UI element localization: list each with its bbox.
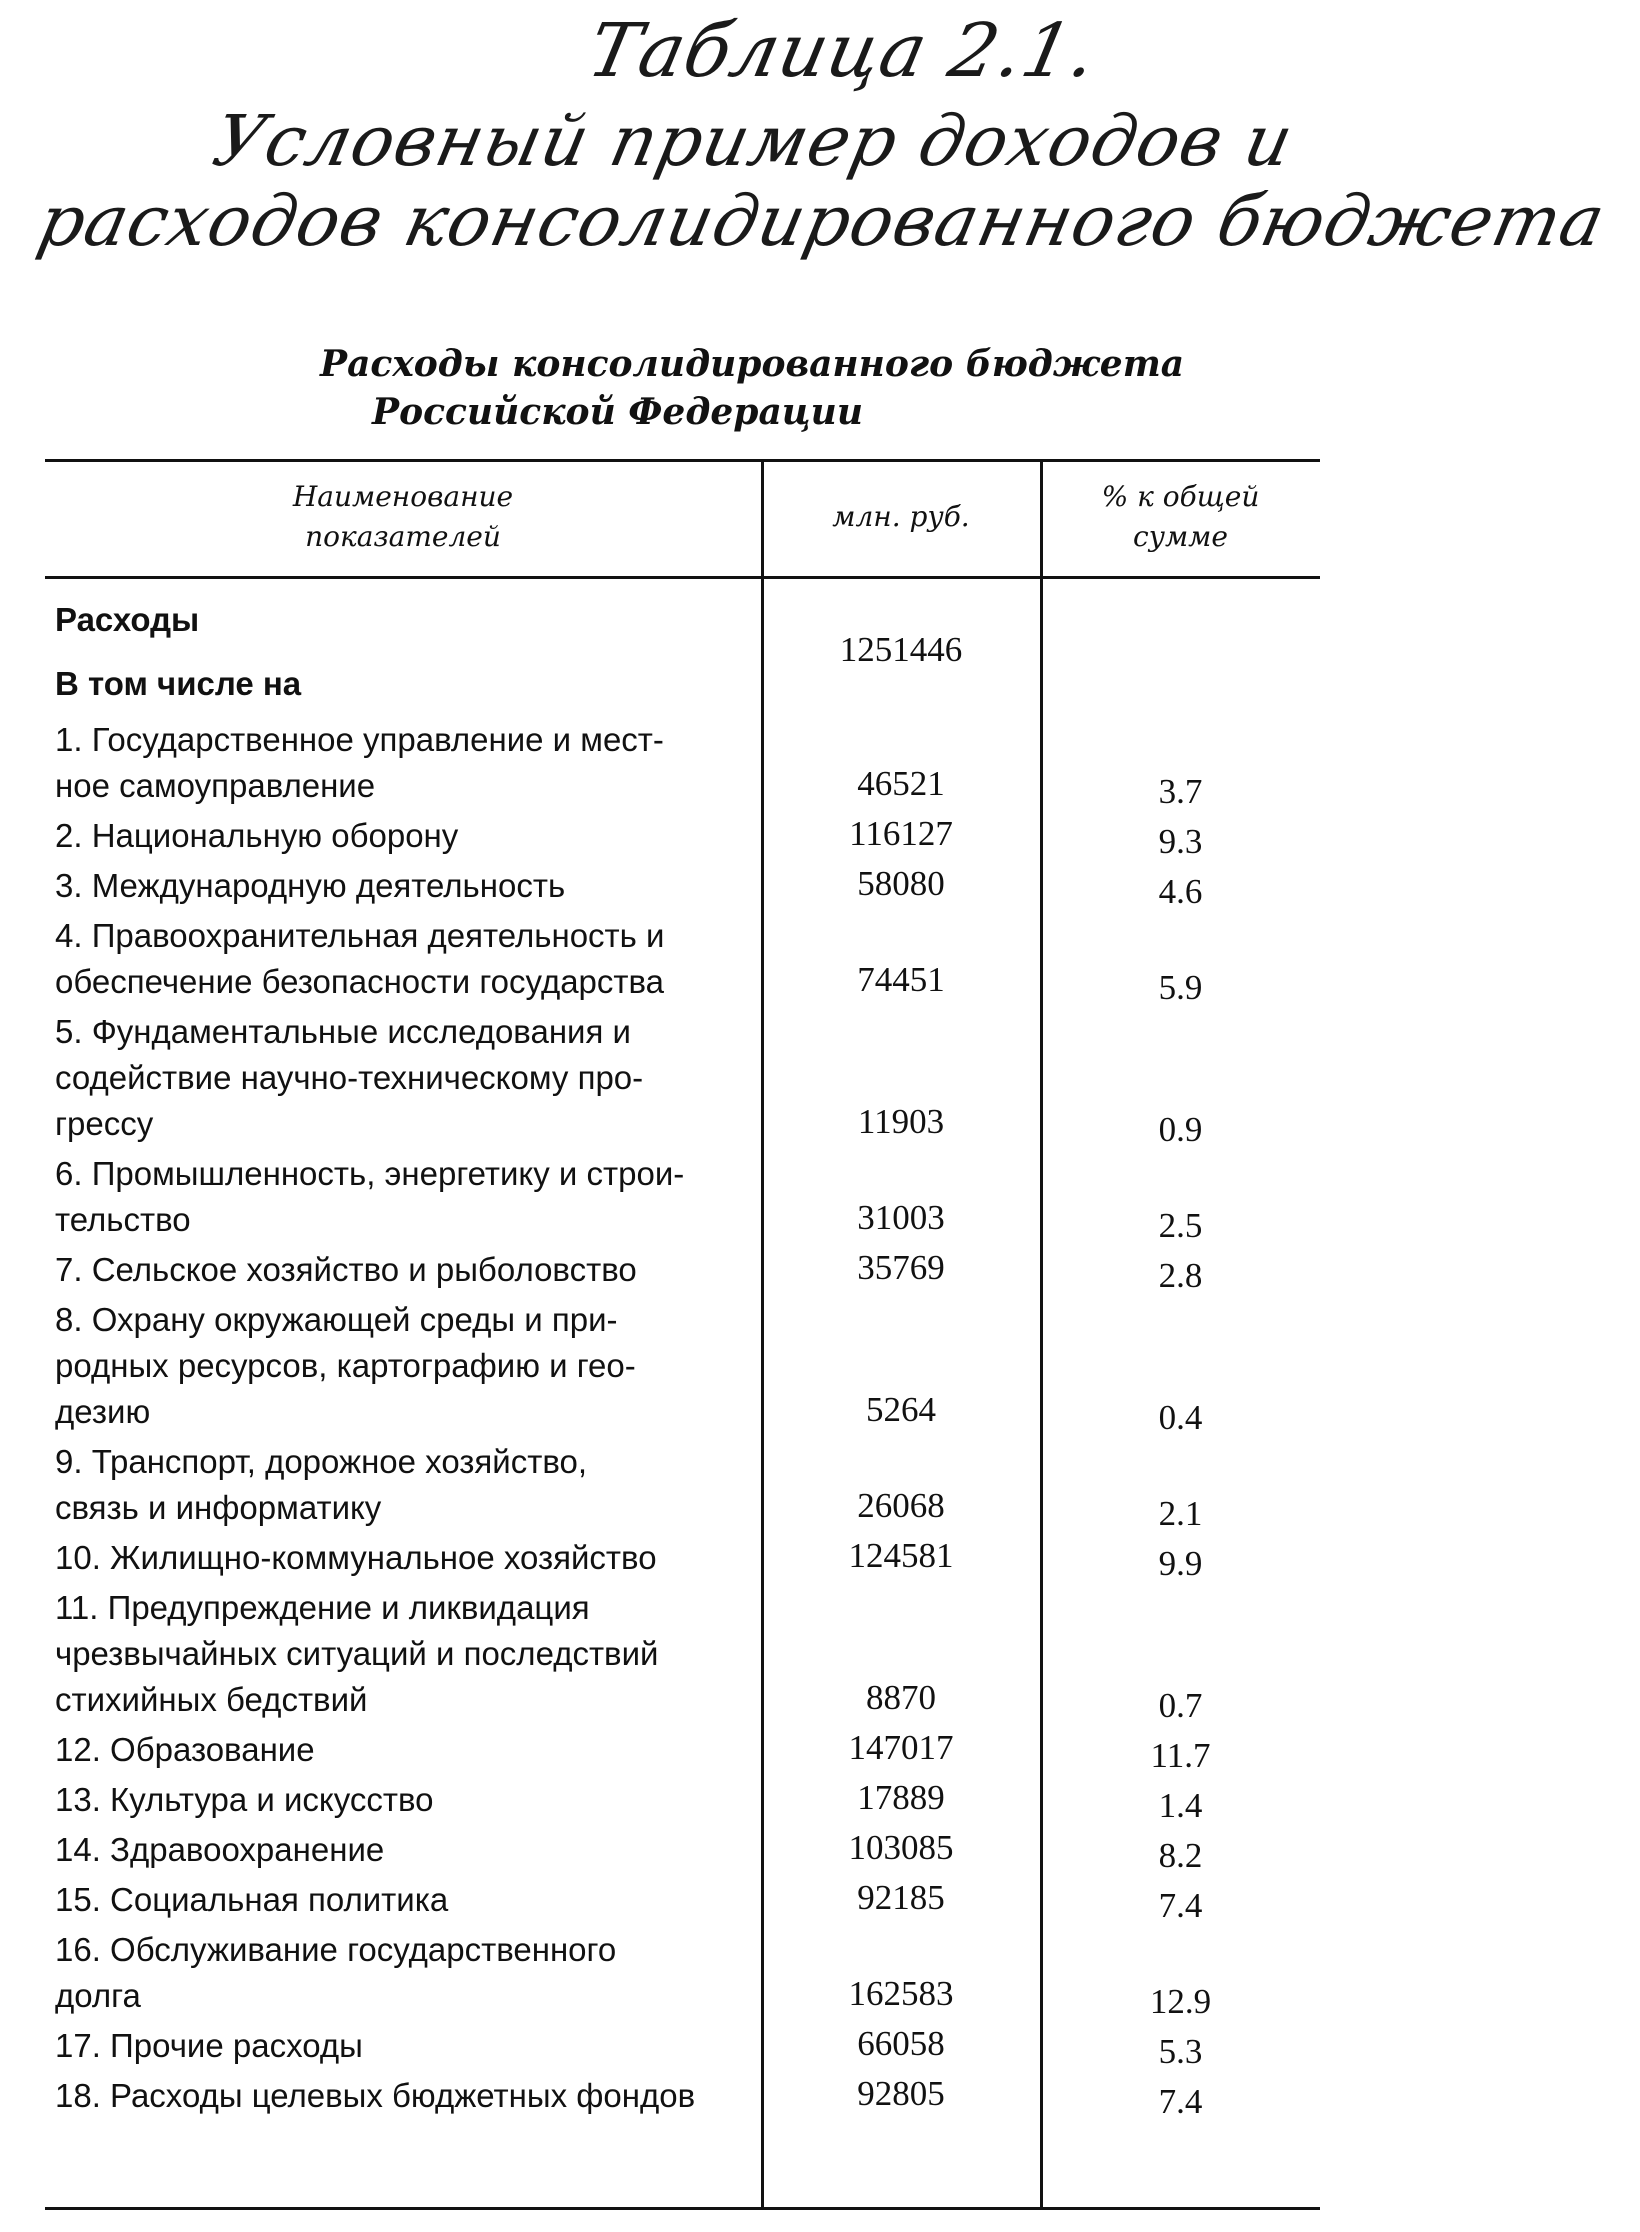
row-label: 13. Культура и искусство [55,1781,434,1818]
row-percent: 7.4 [1158,1886,1203,1925]
header-name: Наименование показателей [292,480,514,553]
table-row [45,1877,1320,1923]
row-label: 9. Транспорт, дорожное хозяйство, связь и информатику [55,1443,588,1526]
table-row [45,1535,1320,1581]
row-label: В том числе на [55,665,302,702]
row-label: 4. Правоохранительная деятельность и обеспечение безопасности государства [55,917,665,1000]
row-percent: 9.9 [1158,1544,1203,1583]
row-label: 17. Прочие расходы [55,2027,363,2064]
table-row [45,1151,1320,1243]
table-row [45,1439,1320,1531]
row-percent: 9.3 [1158,822,1203,861]
row-percent: 1.4 [1158,1786,1203,1825]
row-label: 7. Сельское хозяйство и рыболовство [55,1251,637,1288]
row-label: Расходы [55,601,200,638]
caption-line-2: Российской Федерации [372,391,864,433]
table-row [45,1009,1320,1147]
row-percent: 2.8 [1158,1256,1203,1295]
row-percent: 4.6 [1158,872,1203,911]
row-amount: 8870 [866,1678,936,1717]
table-row [45,2073,1320,2119]
row-amount: 66058 [857,2024,945,2063]
row-label: 11. Предупреждение и ликвидация чрезвычайных ситуаций и последствий стихийных бедствий [55,1589,659,1718]
table-row [45,1585,1320,1723]
handwritten-table-number: Таблица 2.1. [580,8,1106,94]
row-percent: 0.9 [1158,1110,1203,1149]
table-row [45,1927,1320,2019]
row-percent: 3.7 [1158,772,1203,811]
row-amount: 5264 [866,1390,936,1429]
row-percent: 2.1 [1158,1494,1203,1533]
row-amount: 17889 [857,1778,945,1817]
row-label: 2. Национальную оборону [55,817,459,854]
handwritten-title-line-1: Условный пример доходов и [206,100,1301,182]
row-percent: 11.7 [1150,1736,1211,1775]
table-row [45,1727,1320,1773]
row-label: 12. Образование [55,1731,315,1768]
table-row [45,813,1320,859]
row-percent: 8.2 [1158,1836,1203,1875]
table-row [45,1777,1320,1823]
header-percent: % к общей сумме [1101,480,1260,553]
caption-line-1: Расходы консолидированного бюджета [320,343,1185,385]
row-percent: 0.7 [1158,1686,1203,1725]
row-label: 15. Социальная политика [55,1881,449,1918]
table-row [45,863,1320,909]
row-label: 5. Фундаментальные исследования и содействие научно-техническому про- грессу [55,1013,644,1142]
table-row [45,2023,1320,2069]
row-percent: 0.4 [1158,1398,1203,1437]
row-amount: 58080 [857,864,945,903]
row-amount: 116127 [849,814,953,853]
table-body [45,579,1320,2119]
row-amount: 26068 [857,1486,945,1525]
row-amount: 11903 [857,1102,945,1141]
table-row [45,1827,1320,1873]
row-amount: 103085 [848,1828,954,1867]
row-amount: 162583 [848,1974,954,2013]
row-amount: 92185 [857,1878,945,1917]
row-label: 16. Обслуживание государственного долга [55,1931,617,2014]
row-percent: 5.9 [1158,968,1203,1007]
table-top-rule [45,459,1320,462]
table-row [45,1297,1320,1435]
row-amount: 74451 [857,960,945,999]
table-bottom-rule [45,2207,1320,2210]
row-amount: 35769 [857,1248,945,1287]
row-amount: 92805 [857,2074,945,2113]
row-label: 14. Здравоохранение [55,1831,385,1868]
row-label: 3. Международную деятельность [55,867,566,904]
table-row [45,717,1320,809]
table-row [45,597,1320,669]
row-percent: 5.3 [1158,2032,1203,2071]
row-label: 1. Государственное управление и мест- ное самоуправление [55,721,664,804]
row-amount: 1251446 [839,630,963,669]
handwritten-title-line-2: расходов консолидированного бюджета [31,180,1613,262]
header-amount: млн. руб. [832,500,970,533]
row-percent: 12.9 [1149,1982,1212,2021]
row-amount: 124581 [848,1536,954,1575]
row-label: 10. Жилищно-коммунальное хозяйство [55,1539,657,1576]
table-row [45,661,1320,707]
handwritten-note [0,0,1640,300]
row-percent: 2.5 [1158,1206,1203,1245]
row-amount: 31003 [857,1198,945,1237]
row-label: 18. Расходы целевых бюджетных фондов [55,2077,696,2114]
table-row [45,913,1320,1005]
row-amount: 46521 [857,764,945,803]
row-percent: 7.4 [1158,2082,1203,2121]
row-label: 6. Промышленность, энергетику и строи- тельство [55,1155,685,1238]
row-amount: 147017 [848,1728,954,1767]
row-label: 8. Охрану окружающей среды и при- родных ресурсов, картографию и гео- дезию [55,1301,636,1430]
table-row [45,1247,1320,1293]
